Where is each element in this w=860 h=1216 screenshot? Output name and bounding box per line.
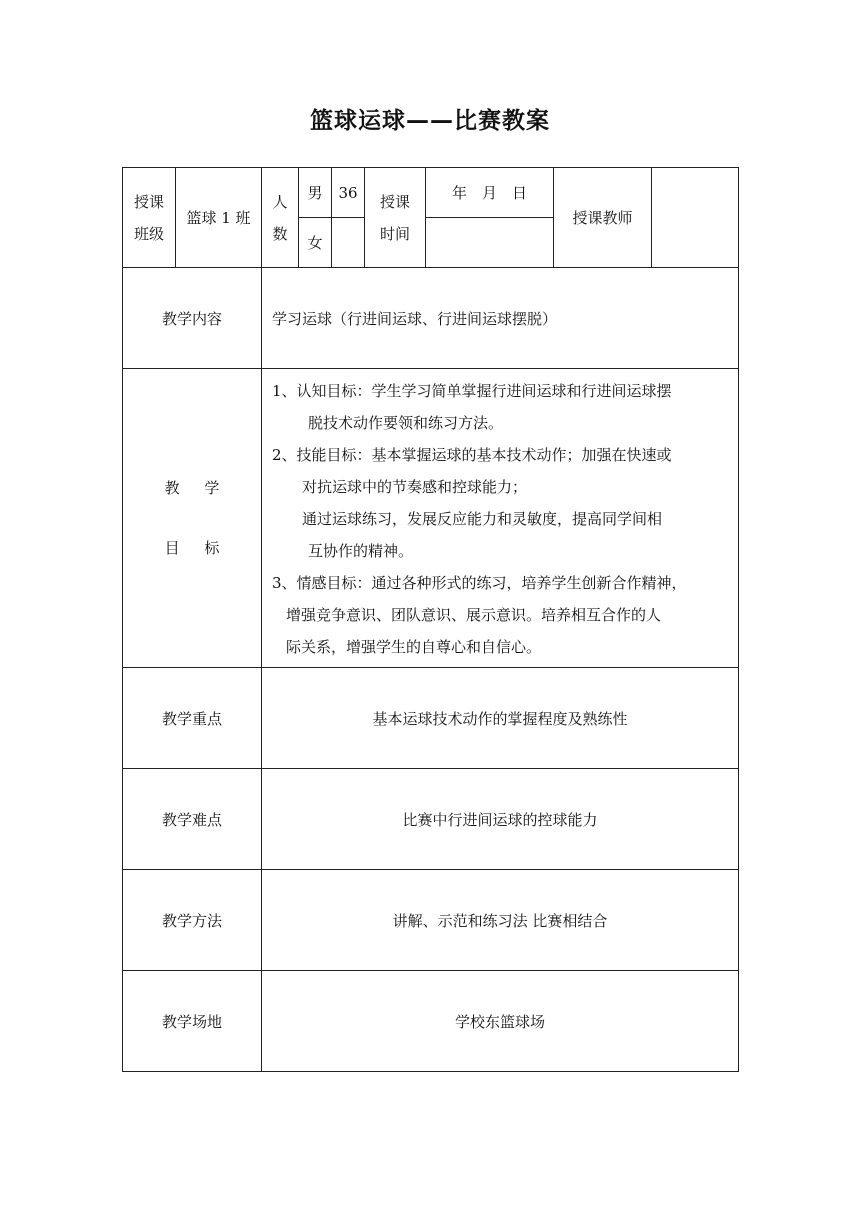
count-label-line1: 人 bbox=[272, 192, 288, 211]
count-label-line2: 数 bbox=[272, 224, 288, 243]
time-label-line2: 时间 bbox=[379, 224, 410, 243]
female-count bbox=[332, 218, 365, 268]
goal-2-line1: 2、技能目标：基本掌握运球的基本技术动作；加强在快速或 bbox=[272, 446, 672, 464]
goal-1-line1: 1、认知目标：学生学习简单掌握行进间运球和行进间运球摆 bbox=[272, 382, 672, 400]
class-label-line2: 班级 bbox=[133, 224, 164, 243]
date-field-lower bbox=[426, 218, 554, 268]
time-label-line1: 授课 bbox=[379, 192, 410, 211]
class-label-line1: 授课 bbox=[133, 192, 164, 211]
goal-2b-line2: 互协作的精神。 bbox=[308, 542, 414, 560]
goals-label-line2: 目 标 bbox=[164, 539, 230, 557]
goal-2b-line1: 通过运球练习，发展反应能力和灵敏度，提高同学间相 bbox=[302, 510, 663, 528]
method-label: 教学方法 bbox=[123, 870, 262, 971]
goals-text bbox=[262, 369, 739, 668]
content-value: 学习运球（行进间运球、行进间运球摆脱） bbox=[262, 268, 739, 369]
key-point-label: 教学重点 bbox=[123, 668, 262, 769]
content-label: 教学内容 bbox=[123, 268, 262, 369]
difficulty-value: 比赛中行进间运球的控球能力 bbox=[262, 769, 739, 870]
goal-3-line2: 增强竞争意识、团队意识、展示意识。培养相互合作的人 bbox=[286, 606, 662, 624]
male-count: 36 bbox=[332, 168, 365, 218]
date-field: 年 月 日 bbox=[426, 168, 554, 218]
class-label-cell bbox=[123, 168, 176, 268]
difficulty-label: 教学难点 bbox=[123, 769, 262, 870]
teacher-value bbox=[652, 168, 739, 268]
venue-label: 教学场地 bbox=[123, 971, 262, 1072]
goal-3-line1: 3、情感目标：通过各种形式的练习，培养学生创新合作精神， bbox=[272, 574, 687, 592]
time-label-cell bbox=[365, 168, 426, 268]
goal-1-line2: 脱技术动作要领和练习方法。 bbox=[308, 414, 504, 432]
goals-label-line1: 教 学 bbox=[164, 479, 230, 497]
male-label: 男 bbox=[299, 168, 332, 218]
goal-3-line3: 际关系，增强学生的自尊心和自信心。 bbox=[286, 638, 542, 656]
method-value: 讲解、示范和练习法 比赛相结合 bbox=[262, 870, 739, 971]
female-label: 女 bbox=[299, 218, 332, 268]
document-title: 篮球运球——比赛教案 bbox=[310, 108, 550, 134]
key-point-value: 基本运球技术动作的掌握程度及熟练性 bbox=[262, 668, 739, 769]
lesson-plan-table bbox=[122, 167, 739, 1072]
goal-2-line2: 对抗运球中的节奏感和控球能力； bbox=[302, 478, 528, 496]
count-label-cell bbox=[262, 168, 299, 268]
venue-value: 学校东篮球场 bbox=[262, 971, 739, 1072]
class-value: 篮球 1 班 bbox=[176, 168, 262, 268]
goals-label-cell bbox=[123, 369, 262, 668]
teacher-label: 授课教师 bbox=[554, 168, 652, 268]
